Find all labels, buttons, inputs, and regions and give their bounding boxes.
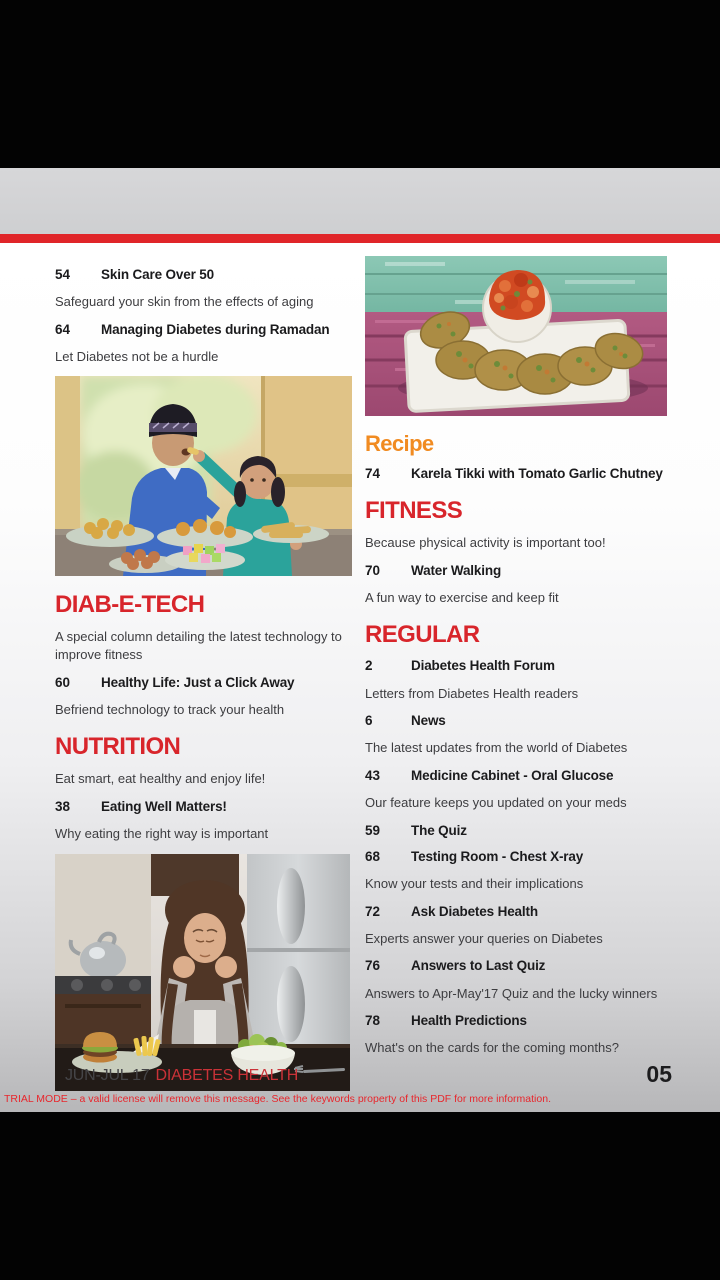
- entry-description: Our feature keeps you updated on your meds: [365, 795, 627, 811]
- entry-title: Ask Diabetes Health: [411, 903, 538, 919]
- toc-entry: [55, 322, 353, 338]
- top-letterbox-bar: [0, 0, 720, 168]
- entry-title: Managing Diabetes during Ramadan: [101, 321, 330, 337]
- entry-title: Answers to Last Quiz: [411, 958, 546, 974]
- toc-page: [0, 243, 720, 1112]
- entry-title: Diabetes Health Forum: [411, 658, 555, 674]
- section-heading-recipe: Recipe: [365, 431, 434, 456]
- toc-entry: [365, 958, 667, 974]
- red-divider-rule: [0, 234, 720, 243]
- entry-title: Eating Well Matters!: [101, 798, 227, 814]
- footer-issue-label: [65, 1067, 298, 1085]
- entry-page-number: 78: [365, 1013, 381, 1029]
- entry-title: Health Predictions: [411, 1013, 527, 1029]
- section-tagline: Because physical activity is important too!: [365, 535, 606, 551]
- entry-page-number: 43: [365, 767, 381, 783]
- toc-entry: [365, 823, 667, 839]
- children-sharing-festive-snacks-photo: [55, 376, 353, 576]
- toc-entry: [365, 904, 667, 920]
- toc-entry: [365, 466, 667, 482]
- section-tagline: A special column detailing the latest technology to improve fitness: [55, 629, 342, 663]
- magazine-title: DIABETES HEALTH: [155, 1067, 299, 1084]
- entry-title: Medicine Cabinet - Oral Glucose: [411, 767, 614, 783]
- entry-page-number: 54: [55, 267, 71, 282]
- toc-entry: [55, 799, 353, 815]
- entry-page-number: 59: [365, 822, 381, 838]
- section-heading-nutrition: NUTRITION: [55, 733, 181, 761]
- entry-description: A fun way to exercise and keep fit: [365, 589, 559, 605]
- header-gray-band: [0, 168, 720, 234]
- entry-description: Why eating the right way is important: [55, 826, 269, 842]
- toc-entry: [365, 768, 667, 784]
- toc-entry: [55, 267, 353, 283]
- entry-title: Testing Room - Chest X-ray: [411, 848, 584, 864]
- entry-description: Know your tests and their implications: [365, 876, 584, 892]
- section-heading-fitness: FITNESS: [365, 497, 463, 525]
- entry-page-number: 74: [365, 466, 381, 481]
- entry-description: Experts answer your queries on Diabetes: [365, 930, 603, 946]
- entry-title: Karela Tikki with Tomato Garlic Chutney: [411, 466, 663, 481]
- toc-left-column: [55, 257, 353, 1103]
- entry-description: Safeguard your skin from the effects of aging: [55, 294, 314, 310]
- entry-page-number: 2: [365, 658, 373, 674]
- bottom-letterbox-bar: [0, 1112, 720, 1280]
- entry-description: Let Diabetes not be a hurdle: [55, 348, 219, 364]
- issue-date: JUN-JUL 17: [65, 1067, 150, 1084]
- entry-description: Befriend technology to track your health: [55, 701, 285, 717]
- entry-title: The Quiz: [411, 822, 467, 838]
- entry-page-number: 68: [365, 848, 381, 864]
- karela-tikki-with-chutney-photo: [365, 256, 667, 416]
- entry-description: The latest updates from the world of Diabetes: [365, 740, 628, 756]
- entry-page-number: 64: [55, 321, 71, 337]
- section-heading-diab-e-tech: DIAB-E-TECH: [55, 591, 205, 619]
- entry-title: Skin Care Over 50: [101, 267, 215, 282]
- entry-description: Answers to Apr-May'17 Quiz and the lucky winners: [365, 985, 658, 1001]
- entry-page-number: 76: [365, 958, 381, 974]
- folio-page-number: 05: [646, 1061, 672, 1087]
- toc-entry: [365, 658, 667, 674]
- toc-entry: [55, 675, 353, 691]
- entry-page-number: 70: [365, 562, 381, 578]
- entry-page-number: 60: [55, 674, 71, 690]
- toc-entry: [365, 713, 667, 729]
- toc-entry: [365, 1013, 667, 1029]
- entry-title: Healthy Life: Just a Click Away: [101, 674, 295, 690]
- toc-entry: [365, 563, 667, 579]
- entry-title: News: [411, 713, 446, 729]
- entry-title: Water Walking: [411, 562, 502, 578]
- trial-mode-watermark: TRIAL MODE – a valid license will remove this message. See the keywords property of this PDF for more information.: [4, 1093, 551, 1105]
- toc-right-column: [365, 256, 667, 1068]
- woman-choosing-burger-or-salad-photo: [55, 854, 353, 1091]
- toc-entry: [365, 849, 667, 865]
- page-footer: [0, 1061, 720, 1093]
- entry-description: What's on the cards for the coming months?: [365, 1040, 619, 1056]
- entry-page-number: 38: [55, 798, 71, 814]
- entry-page-number: 72: [365, 903, 381, 919]
- section-heading-regular: REGULAR: [365, 621, 480, 649]
- entry-page-number: 6: [365, 713, 373, 729]
- entry-description: Letters from Diabetes Health readers: [365, 685, 579, 701]
- section-tagline: Eat smart, eat healthy and enjoy life!: [55, 771, 266, 787]
